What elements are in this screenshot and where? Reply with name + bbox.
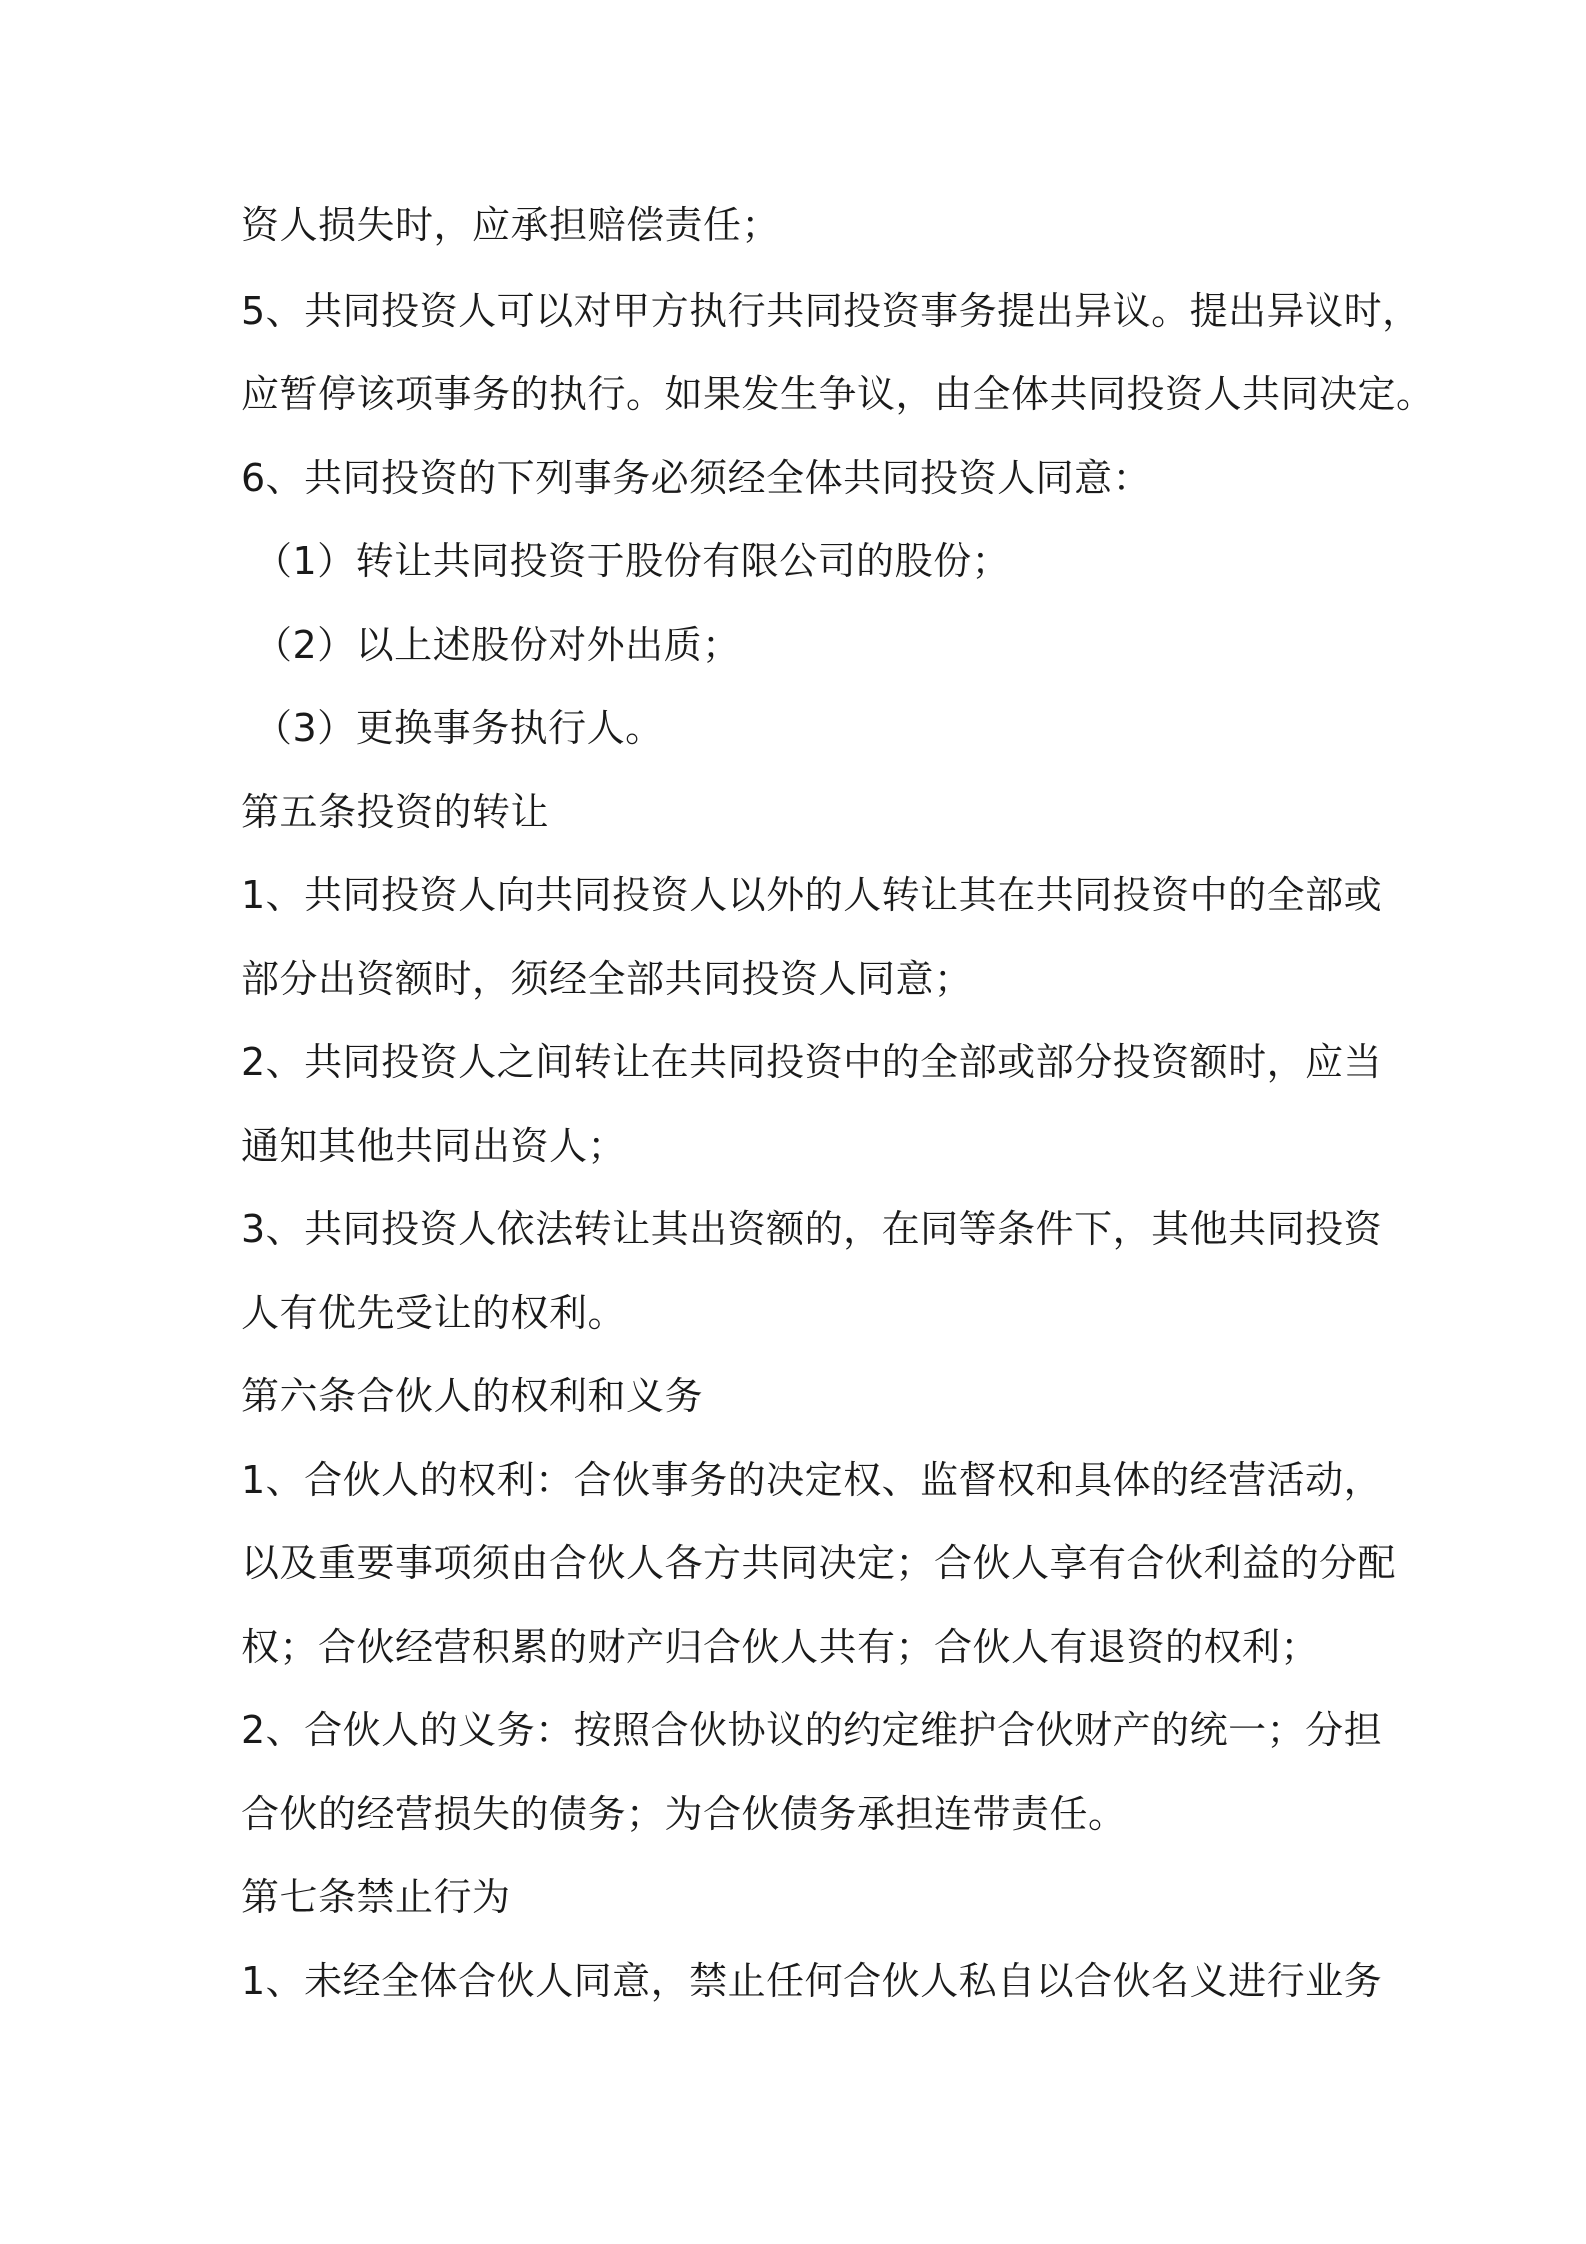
text-line-1: 资人损失时，应承担赔偿责任； <box>241 203 781 247</box>
text-line-4: 6、共同投资的下列事务必须经全体共同投资人同意： <box>241 456 1152 500</box>
text-line-2: 5、共同投资人可以对甲方执行共同投资事务提出异议。提出异议时， <box>241 289 1421 333</box>
text-line-20: 合伙的经营损失的债务；为合伙债务承担连带责任。 <box>241 1792 1127 1836</box>
text-line-9: 1、共同投资人向共同投资人以外的人转让其在共同投资中的全部或 <box>241 873 1383 917</box>
text-line-10: 部分出资额时，须经全部共同投资人同意； <box>241 957 973 1001</box>
text-line-18: 权；合伙经营积累的财产归合伙人共有；合伙人有退资的权利； <box>241 1625 1320 1669</box>
text-line-13: 3、共同投资人依法转让其出资额的，在同等条件下，其他共同投资 <box>241 1207 1383 1251</box>
text-line-16: 1、合伙人的权利：合伙事务的决定权、监督权和具体的经营活动， <box>241 1458 1383 1502</box>
section-heading-5: 第五条投资的转让 <box>241 790 550 834</box>
text-line-22: 1、未经全体合伙人同意，禁止任何合伙人私自以合伙名义进行业务 <box>241 1959 1383 2003</box>
text-line-6: （2）以上述股份对外出质； <box>254 623 741 667</box>
text-line-14: 人有优先受让的权利。 <box>241 1291 627 1335</box>
text-line-5: （1）转让共同投资于股份有限公司的股份； <box>254 539 1011 583</box>
text-line-7: （3）更换事务执行人。 <box>254 706 664 750</box>
section-heading-7: 第七条禁止行为 <box>241 1875 511 1919</box>
text-line-3: 应暂停该项事务的执行。如果发生争议，由全体共同投资人共同决定。 <box>241 372 1435 416</box>
text-line-11: 2、共同投资人之间转让在共同投资中的全部或部分投资额时，应当 <box>241 1040 1383 1084</box>
text-line-17: 以及重要事项须由合伙人各方共同决定；合伙人享有合伙利益的分配 <box>241 1541 1397 1585</box>
section-heading-6: 第六条合伙人的权利和义务 <box>241 1374 704 1418</box>
text-line-12: 通知其他共同出资人； <box>241 1124 627 1168</box>
text-line-19: 2、合伙人的义务：按照合伙协议的约定维护合伙财产的统一；分担 <box>241 1708 1383 1752</box>
